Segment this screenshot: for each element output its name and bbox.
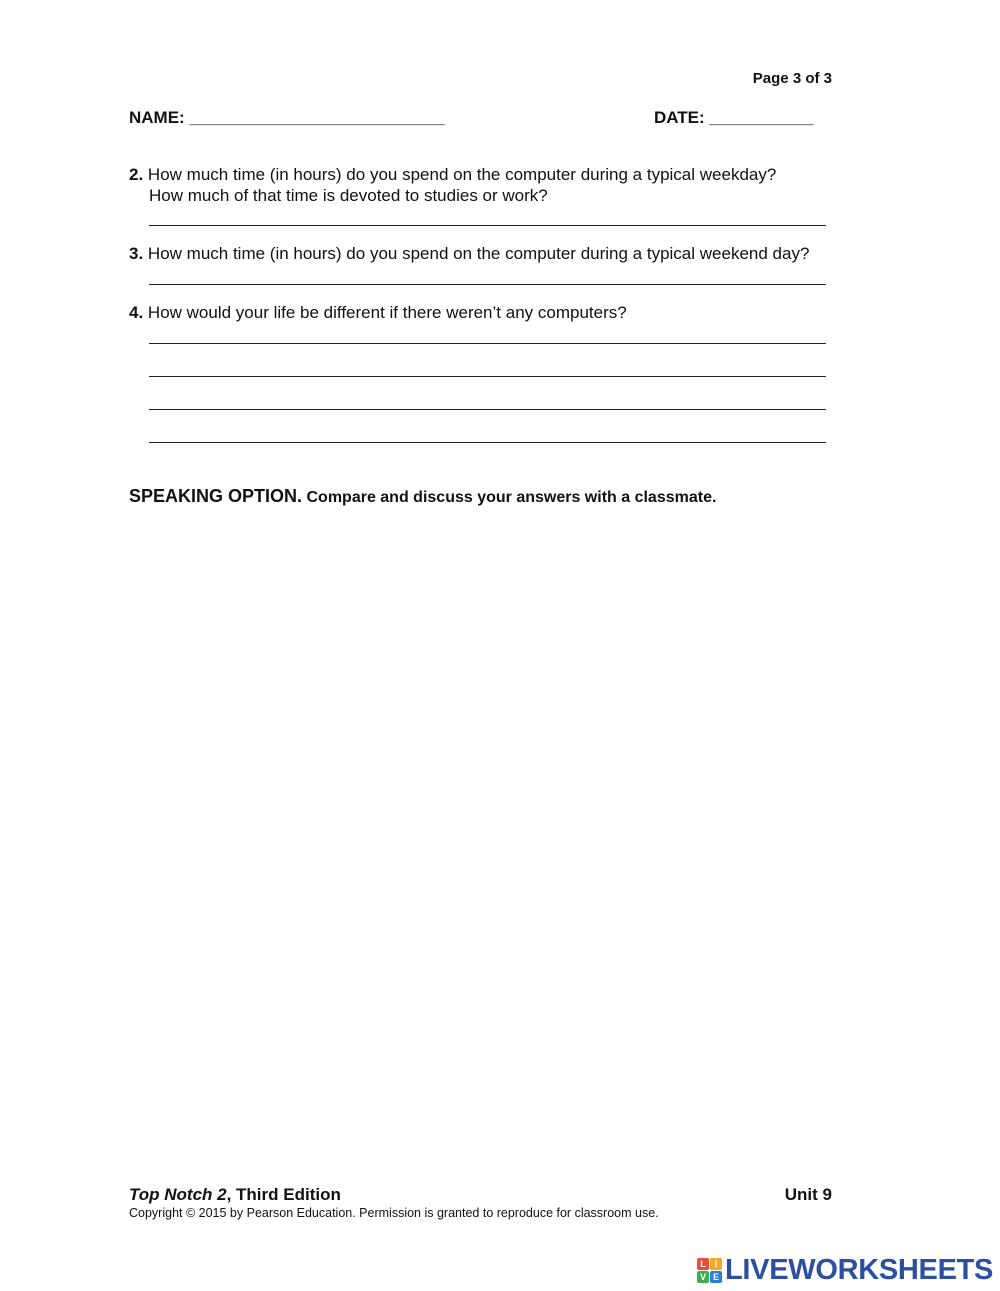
name-field [129,108,445,128]
date-field [654,108,813,128]
speaking-heading: SPEAKING OPTION. [129,486,303,506]
question-3 [129,243,809,264]
book-edition: , Third Edition [226,1185,341,1204]
date-blank[interactable]: ___________ [709,108,814,127]
answer-line-q4-2[interactable] [149,376,826,377]
answer-line-q3[interactable] [149,284,826,285]
answer-line-q4-3[interactable] [149,409,826,410]
book-title: Top Notch 2 [129,1185,227,1204]
date-label: DATE: [654,108,705,127]
logo-tile-i: I [710,1258,722,1270]
footer-book-title [129,1185,341,1205]
question-text: How much time (in hours) do you spend on the computer during a typical weekday? [147,165,777,184]
name-label: NAME: [129,108,185,127]
footer-unit: Unit 9 [784,1185,832,1204]
question-number: 4. [129,303,144,322]
question-text: How would your life be different if there weren’t any computers? [147,303,627,322]
question-number: 2. [129,165,144,184]
page-number: Page 3 of 3 [752,70,832,87]
question-4 [129,302,627,323]
answer-line-q2[interactable] [149,225,826,226]
answer-line-q4-4[interactable] [149,442,826,443]
liveworksheets-logo[interactable] [697,1256,993,1285]
logo-tile-l: L [697,1258,709,1270]
logo-tile-v: V [697,1271,709,1283]
liveworksheets-logo-icon [697,1258,722,1283]
question-number: 3. [129,244,144,263]
logo-tile-e: E [710,1271,722,1283]
name-blank[interactable]: ___________________________ [189,108,445,127]
question-text-continued: How much of that time is devoted to studies or work? [149,186,548,205]
question-text: How much time (in hours) do you spend on the computer during a typical weekend day? [147,244,810,263]
footer-copyright: Copyright © 2015 by Pearson Education. Permission is granted to reproduce for classroom use. [129,1206,659,1220]
speaking-option [129,486,716,507]
question-2 [129,164,776,206]
speaking-instruction: Compare and discuss your answers with a classmate. [306,489,717,506]
liveworksheets-logo-text: LIVEWORKSHEETS [725,1254,994,1286]
answer-line-q4-1[interactable] [149,343,826,344]
